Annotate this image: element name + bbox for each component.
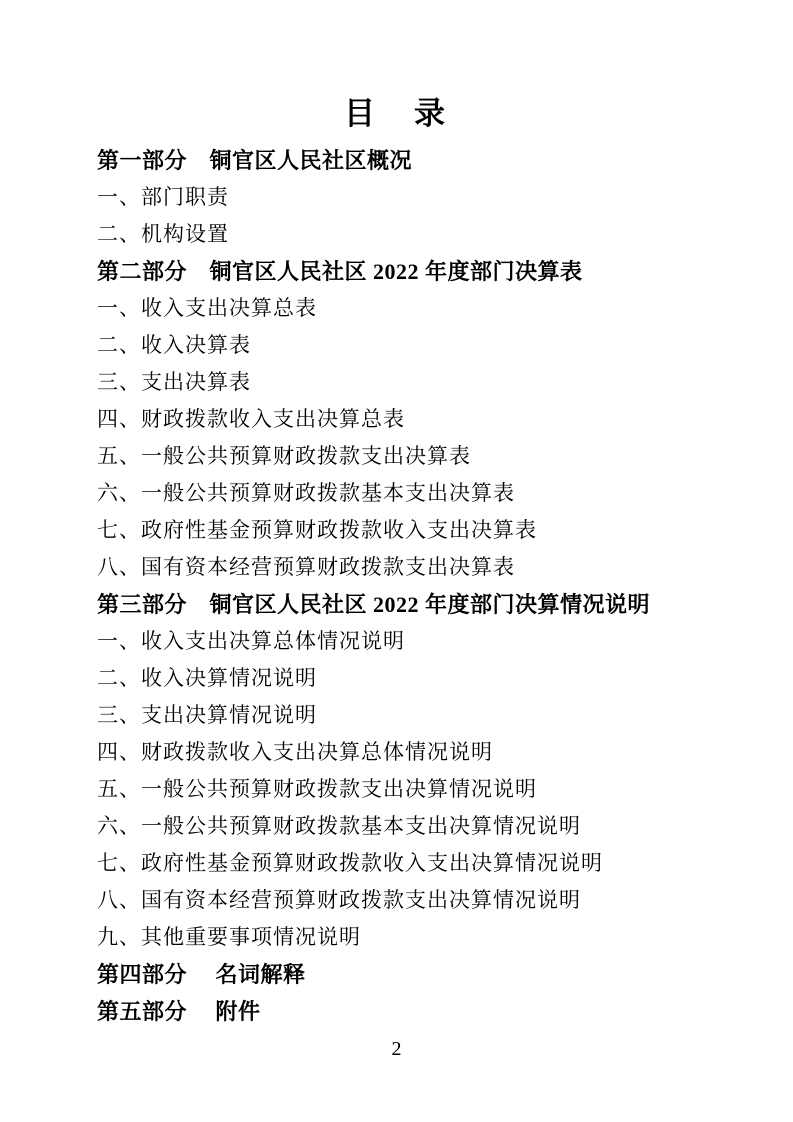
toc-item: 四、财政拨款收入支出决算总体情况说明 xyxy=(97,740,493,764)
toc-item: 八、国有资本经营预算财政拨款支出决算情况说明 xyxy=(97,888,581,912)
toc-item: 七、政府性基金预算财政拨款收入支出决算表 xyxy=(97,518,537,542)
toc-item: 二、收入决算表 xyxy=(97,333,251,357)
page-number: 2 xyxy=(391,1038,402,1060)
toc-item: 一、收入支出决算总表 xyxy=(97,296,317,320)
toc-item: 三、支出决算情况说明 xyxy=(97,703,317,727)
toc-list xyxy=(97,142,763,1030)
toc-part-heading: 第一部分 铜官区人民社区概况 xyxy=(97,148,413,173)
toc-item: 一、收入支出决算总体情况说明 xyxy=(97,629,405,653)
toc-part-heading: 第四部分 名词解释 xyxy=(97,962,306,987)
toc-item: 五、一般公共预算财政拨款支出决算情况说明 xyxy=(97,777,537,801)
toc-item: 二、机构设置 xyxy=(97,222,229,246)
toc-part-heading: 第二部分 铜官区人民社区 2022 年度部门决算表 xyxy=(97,259,583,284)
toc-item: 八、国有资本经营预算财政拨款支出决算表 xyxy=(97,555,515,579)
toc-item: 六、一般公共预算财政拨款基本支出决算表 xyxy=(97,481,515,505)
toc-item: 七、政府性基金预算财政拨款收入支出决算情况说明 xyxy=(97,851,603,875)
toc-part-heading: 第三部分 铜官区人民社区 2022 年度部门决算情况说明 xyxy=(97,592,651,617)
toc-item: 一、部门职责 xyxy=(97,185,229,209)
toc-item: 二、收入决算情况说明 xyxy=(97,666,317,690)
toc-item: 五、一般公共预算财政拨款支出决算表 xyxy=(97,444,471,468)
toc-item: 三、支出决算表 xyxy=(97,370,251,394)
toc-item: 六、一般公共预算财政拨款基本支出决算情况说明 xyxy=(97,814,581,838)
toc-item: 九、其他重要事项情况说明 xyxy=(97,925,361,949)
toc-part-heading: 第五部分 附件 xyxy=(97,999,261,1024)
toc-title: 目 录 xyxy=(344,96,449,131)
toc-item: 四、财政拨款收入支出决算总表 xyxy=(97,407,405,431)
